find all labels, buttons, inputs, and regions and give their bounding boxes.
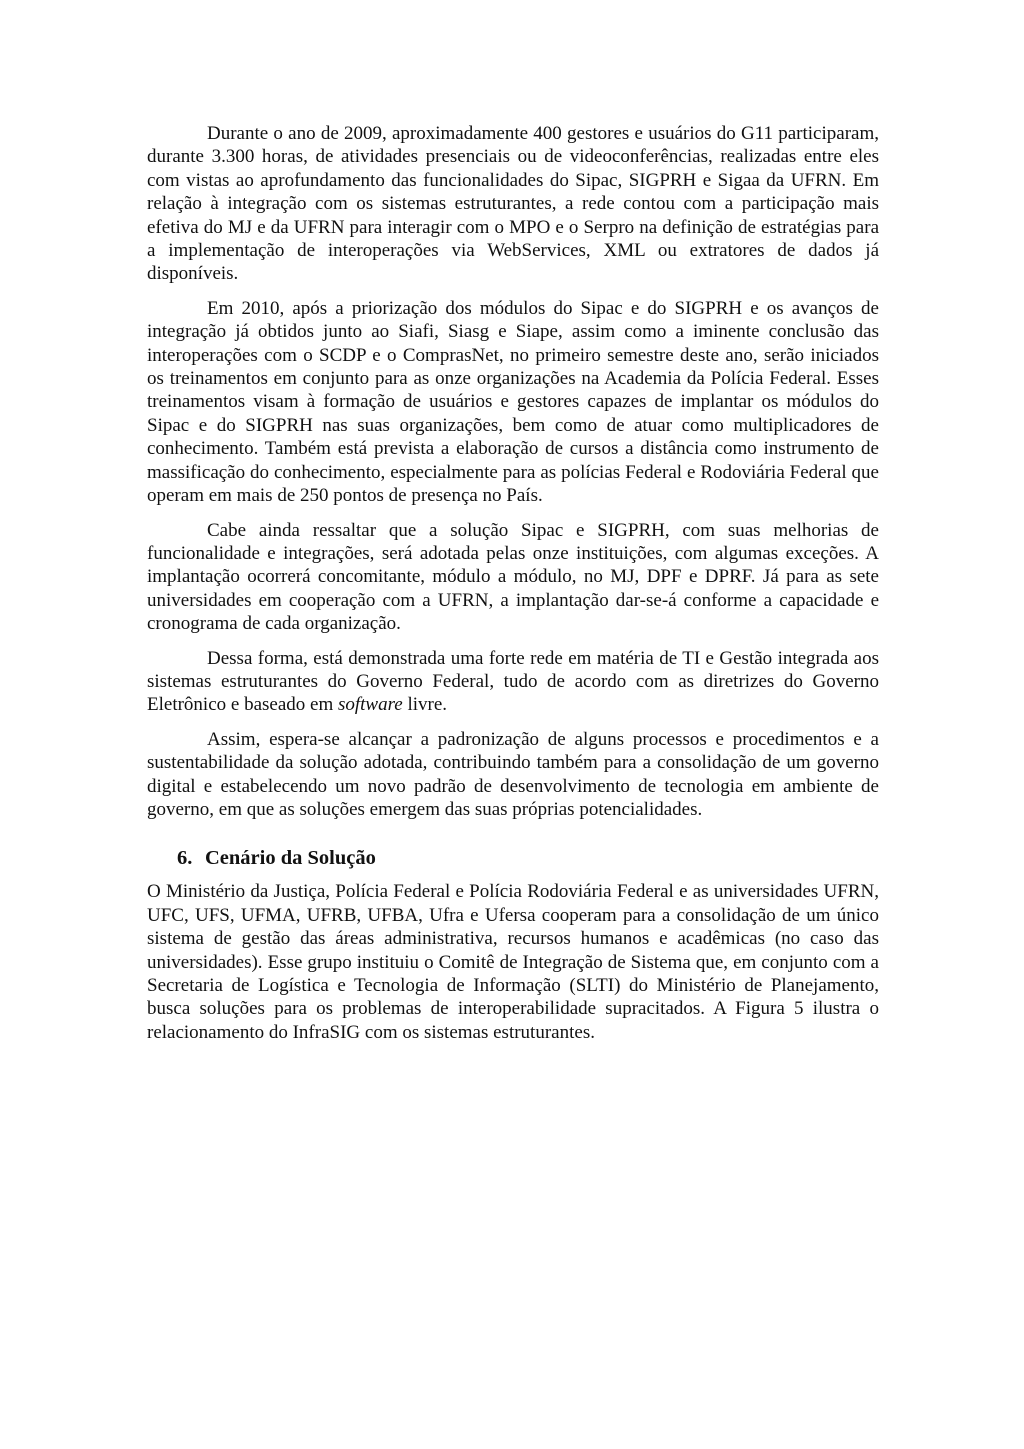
paragraph-standardization: Assim, espera-se alcançar a padronização de alguns processos e procedimentos e a sustentabilidade da solução adotada, contribuindo também para a consolidação de um governo digital e estabelecendo um novo padrão de desenvolvimento de tecnologia em ambiente de governo, em que as soluções emergem das suas próprias potencialidades.: [147, 728, 879, 820]
section-title: Cenário da Solução: [205, 847, 376, 870]
paragraph-it-network: [147, 647, 879, 717]
section-heading: [147, 845, 879, 871]
paragraph-solution-scenario: O Ministério da Justiça, Polícia Federal e Polícia Rodoviária Federal e as universidades UFRN, UFC, UFS, UFMA, UFRB, UFBA, Ufra e Ufersa cooperam para a consolidação de um único sistema de gestão das áreas administrativa, recursos humanos e acadêmicas (no caso das universidades). Esse grupo instituiu o Comitê de Integração de Sistema que, em conjunto com a Secretaria de Logística e Tecnologia de Informação (SLTI) do Ministério de Planejamento, busca soluções para os problemas de interoperabilidade supracitados. A Figura 5 ilustra o relacionamento do InfraSIG com os sistemas estruturantes.: [147, 881, 879, 1043]
paragraph-solution-adoption: Cabe ainda ressaltar que a solução Sipac e SIGPRH, com suas melhorias de funcionalidade e integrações, será adotada pelas onze instituições, com algumas exceções. A implantação ocorrerá concomitante, módulo a módulo, no MJ, DPF e DPRF. Já para as sete universidades em cooperação com a UFRN, a implantação dar-se-á conforme a capacidade e cronograma de cada organização.: [147, 519, 879, 635]
document-page: [147, 122, 879, 1055]
software-italic: software: [337, 694, 403, 716]
paragraph-it-network-end: livre.: [402, 694, 448, 716]
paragraph-2009-activities: Durante o ano de 2009, aproximadamente 400 gestores e usuários do G11 participaram, durante 3.300 horas, de atividades presenciais ou de videoconferências, realizadas entre eles com vistas ao aprofundamento das funcionalidades do Sipac, SIGPRH e Sigaa da UFRN. Em relação à integração com os sistemas estruturantes, a rede contou com a participação mais efetiva do MJ e da UFRN para interagir com o MPO e o Serpro na definição de estratégias para a implementação de interoperações via WebServices, XML ou extratores de dados já disponíveis.: [147, 123, 879, 285]
section-number: 6.: [177, 847, 193, 870]
paragraph-it-network-text: Dessa forma, está demonstrada uma forte rede em matéria de TI e Gestão integrada aos sistemas estruturantes do Governo Federal, tudo de acordo com as diretrizes do Governo Eletrônico e baseado em: [147, 647, 879, 716]
paragraph-2010-training: Em 2010, após a priorização dos módulos do Sipac e do SIGPRH e os avanços de integração já obtidos junto ao Siafi, Siasg e Siape, assim como a iminente conclusão das interoperações com o SCDP e o ComprasNet, no primeiro semestre deste ano, serão iniciados os treinamentos em conjunto para as onze organizações na Academia da Polícia Federal. Esses treinamentos visam à formação de usuários e gestores capazes de implantar os módulos do Sipac e do SIGPRH nas suas organizações, bem como de atuar como multiplicadores de conhecimento. Também está prevista a elaboração de cursos a distância como instrumento de massificação do conhecimento, especialmente para as polícias Federal e Rodoviária Federal que operam em mais de 250 pontos de presença no País.: [147, 297, 879, 507]
